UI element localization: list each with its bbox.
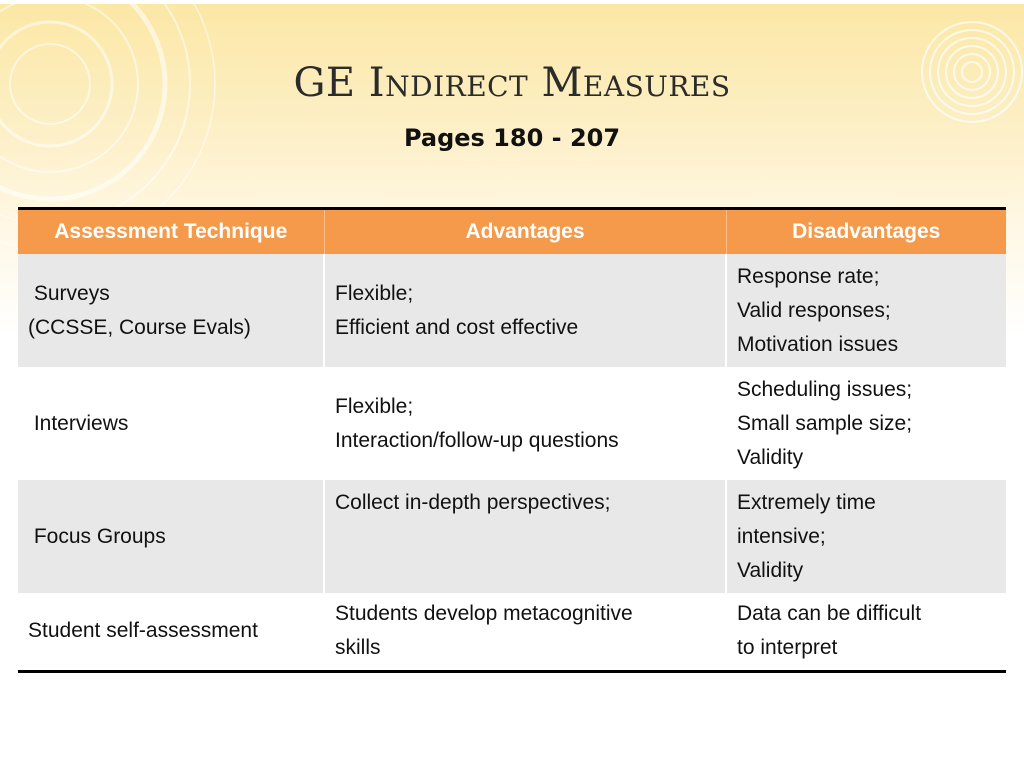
table-row (18, 593, 1006, 671)
technique-line: Surveys (28, 281, 110, 305)
technique-line: Interviews (28, 411, 129, 435)
slide-subtitle: Pages 180 - 207 (403, 124, 621, 152)
table-row (18, 254, 1006, 367)
advantages-line: Efficient and cost effective (335, 315, 579, 339)
header-assessment-technique: Assessment Technique (18, 209, 324, 255)
advantages-line: Collect in-depth perspectives; (335, 491, 611, 514)
advantages-line: Flexible; (335, 394, 414, 418)
technique-cell (18, 480, 324, 593)
disadvantages-line: Data can be difficult (737, 602, 922, 626)
advantages-cell (324, 367, 726, 480)
disadvantages-line: Valid responses; (737, 298, 891, 322)
advantages-cell (324, 480, 726, 593)
slide-title: GE Indirect Measures (293, 60, 731, 106)
disadvantages-line: Validity (737, 558, 804, 582)
table-header-row (18, 209, 1006, 255)
technique-line: Student self-assessment (28, 619, 258, 643)
disadvantages-line: intensive; (737, 524, 826, 548)
disadvantages-line: Motivation issues (737, 332, 899, 356)
technique-cell (18, 367, 324, 480)
advantages-cell (324, 593, 726, 671)
disadvantages-line: Response rate; (737, 264, 880, 288)
technique-line: Focus Groups (28, 524, 166, 548)
disadvantages-line: Scheduling issues; (737, 377, 913, 401)
disadvantages-cell (726, 254, 1006, 367)
assessment-table (18, 207, 1006, 673)
technique-cell (18, 593, 324, 671)
disadvantages-line: Validity (737, 445, 804, 469)
advantages-line: Interaction/follow-up questions (335, 428, 619, 452)
disadvantages-line: Extremely time (737, 490, 876, 514)
disadvantages-cell (726, 480, 1006, 593)
advantages-line: skills (335, 636, 381, 660)
advantages-line: Students develop metacognitive (335, 602, 633, 626)
technique-cell (18, 254, 324, 367)
disadvantages-cell (726, 593, 1006, 671)
advantages-cell (324, 254, 726, 367)
disadvantages-line: Small sample size; (737, 411, 913, 435)
table-row (18, 367, 1006, 480)
disadvantages-line: to interpret (737, 636, 838, 660)
table-row (18, 480, 1006, 593)
disadvantages-cell (726, 367, 1006, 480)
header-advantages: Advantages (324, 209, 726, 255)
advantages-line: Flexible; (335, 281, 414, 305)
header-disadvantages: Disadvantages (726, 209, 1006, 255)
technique-line: (CCSSE, Course Evals) (28, 315, 251, 339)
